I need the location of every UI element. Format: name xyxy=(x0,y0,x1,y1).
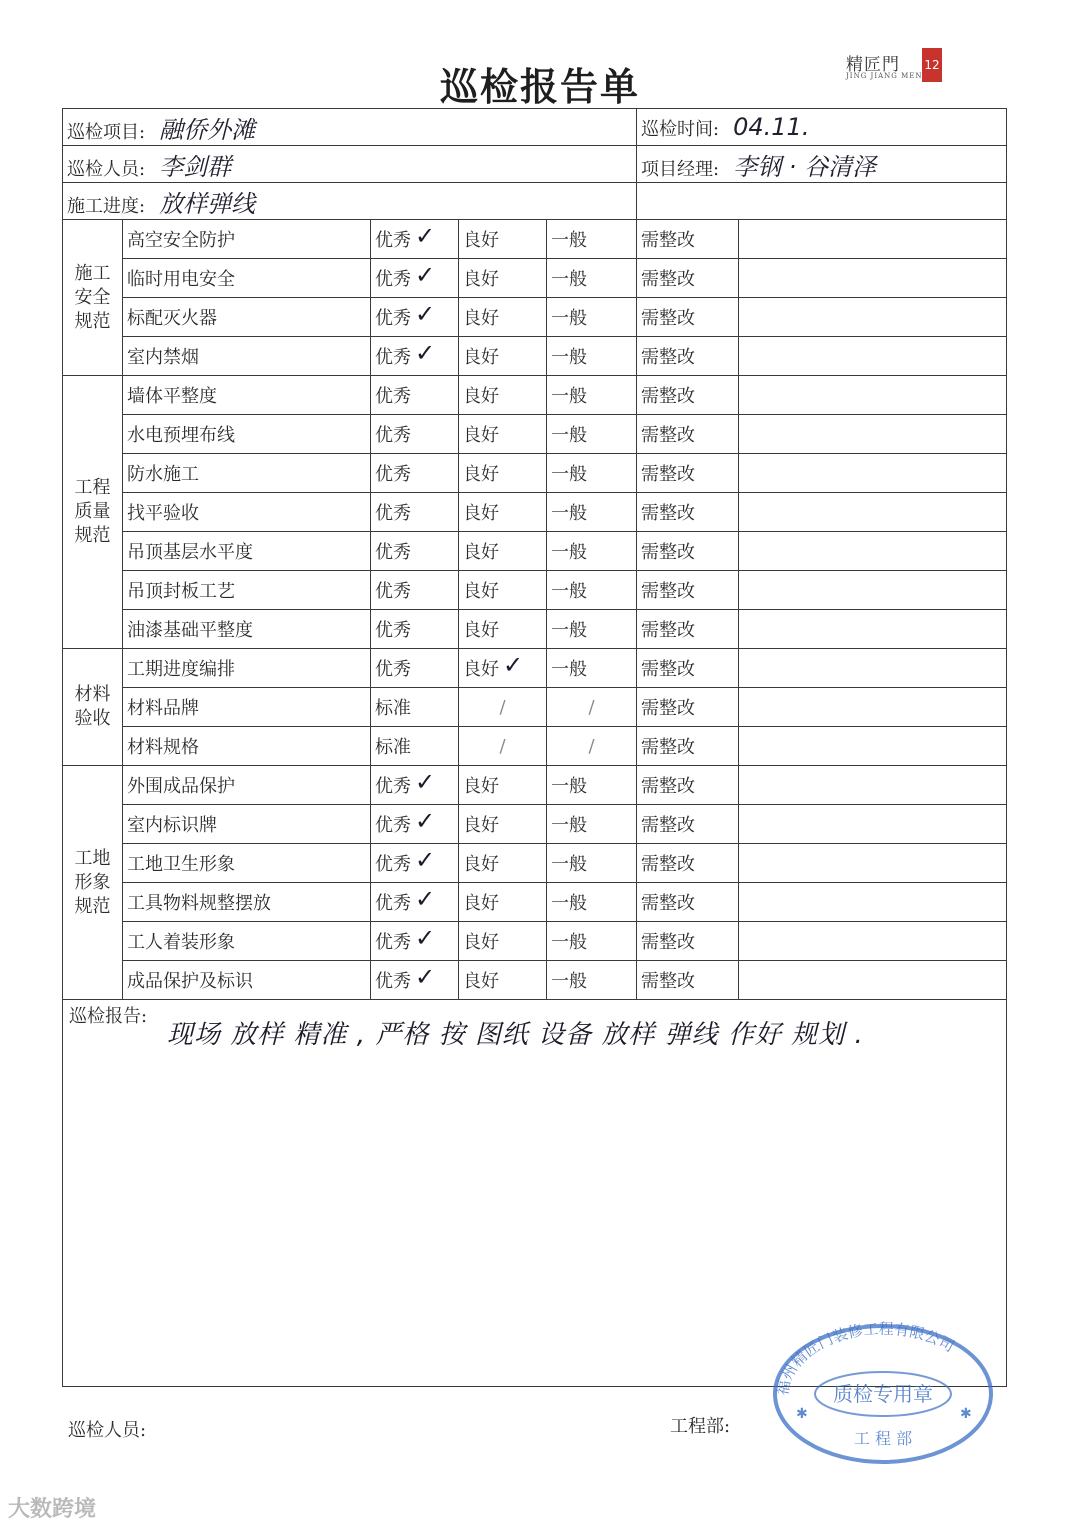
check-mark-icon: ✓ xyxy=(415,300,436,328)
item-name: 临时用电安全 xyxy=(123,259,371,298)
logo-badge: 12 xyxy=(922,48,942,82)
option-label: 优秀 xyxy=(375,347,411,368)
option-label: 一般 xyxy=(551,581,587,602)
table-row xyxy=(63,415,1007,454)
option-label: 一般 xyxy=(551,269,587,290)
option-rectify[interactable] xyxy=(637,376,739,415)
table-row xyxy=(63,220,1007,259)
option-na: / xyxy=(459,688,547,727)
option-good[interactable] xyxy=(459,376,547,415)
progress-cell xyxy=(63,183,637,220)
option-label: 良好 xyxy=(463,425,499,446)
option-label: 良好 xyxy=(463,971,499,992)
category-cell xyxy=(63,220,123,376)
quality-stamp xyxy=(768,1316,998,1466)
option-label: 一般 xyxy=(551,542,587,563)
option-label: 需整改 xyxy=(641,659,696,680)
option-label: 优秀 xyxy=(375,971,411,992)
option-excellent[interactable] xyxy=(371,493,459,532)
option-label: 优秀 xyxy=(375,542,411,563)
option-rectify[interactable] xyxy=(637,610,739,649)
option-average[interactable] xyxy=(547,259,637,298)
option-average[interactable] xyxy=(547,571,637,610)
item-name: 工地卫生形象 xyxy=(123,844,371,883)
option-label: 良好 xyxy=(463,308,499,329)
option-label: 需整改 xyxy=(641,737,696,758)
option-label: 良好 xyxy=(463,269,499,290)
table-row xyxy=(63,337,1007,376)
blank-cell xyxy=(739,844,1007,883)
report-label: 巡检报告: xyxy=(69,1006,148,1027)
option-label: 需整改 xyxy=(641,971,696,992)
blank-cell xyxy=(739,415,1007,454)
option-rectify[interactable] xyxy=(637,727,739,766)
option-good[interactable] xyxy=(459,259,547,298)
category-label: 工程 xyxy=(74,477,111,498)
option-label: 良好 xyxy=(463,620,499,641)
item-name: 室内禁烟 xyxy=(123,337,371,376)
table-row xyxy=(63,259,1007,298)
progress-value: 放样弹线 xyxy=(159,189,256,218)
table-row xyxy=(63,766,1007,805)
option-average[interactable] xyxy=(547,844,637,883)
check-mark-icon: ✓ xyxy=(503,651,524,679)
project-value: 融侨外滩 xyxy=(159,115,256,144)
option-rectify[interactable] xyxy=(637,298,739,337)
option-label: 一般 xyxy=(551,347,587,368)
blank-cell xyxy=(739,532,1007,571)
option-label: 优秀 xyxy=(375,854,411,875)
option-label: 需整改 xyxy=(641,464,696,485)
option-excellent[interactable] xyxy=(371,376,459,415)
option-label: 一般 xyxy=(551,386,587,407)
blank-cell xyxy=(739,766,1007,805)
option-label: 优秀 xyxy=(375,815,411,836)
option-excellent[interactable] xyxy=(371,220,459,259)
option-good[interactable] xyxy=(459,532,547,571)
check-mark-icon: ✓ xyxy=(415,924,436,952)
table-row xyxy=(63,844,1007,883)
footer-inspector-label: 巡检人员: xyxy=(68,1420,147,1441)
table-row xyxy=(63,454,1007,493)
option-label: 标准 xyxy=(375,698,411,719)
option-excellent[interactable] xyxy=(371,610,459,649)
option-good[interactable] xyxy=(459,415,547,454)
category-label: 安全 xyxy=(74,286,111,308)
option-rectify[interactable] xyxy=(637,337,739,376)
option-label: 一般 xyxy=(551,230,587,251)
option-good[interactable] xyxy=(459,961,547,1000)
option-rectify[interactable] xyxy=(637,649,739,688)
option-label: 优秀 xyxy=(375,893,411,914)
inspection-table xyxy=(62,108,1007,1387)
stamp-center-text: 质检专用章 xyxy=(833,1382,933,1406)
option-rectify[interactable] xyxy=(637,766,739,805)
blank-cell xyxy=(739,805,1007,844)
option-label: 良好 xyxy=(463,659,499,680)
table-row xyxy=(63,805,1007,844)
option-label: 标准 xyxy=(375,737,411,758)
blank-cell xyxy=(739,571,1007,610)
option-average[interactable] xyxy=(547,922,637,961)
option-label: 良好 xyxy=(463,581,499,602)
option-label: 需整改 xyxy=(641,854,696,875)
item-name: 工人着装形象 xyxy=(123,922,371,961)
option-label: 优秀 xyxy=(375,386,411,407)
option-good[interactable] xyxy=(459,883,547,922)
option-average[interactable] xyxy=(547,883,637,922)
item-name: 水电预埋布线 xyxy=(123,415,371,454)
option-average[interactable] xyxy=(547,298,637,337)
manager-value: 李钢 · 谷清泽 xyxy=(733,152,876,181)
option-label: 一般 xyxy=(551,659,587,680)
option-label: 一般 xyxy=(551,854,587,875)
logo-subtitle: JING JIANG MEN xyxy=(846,72,923,80)
option-label: 需整改 xyxy=(641,932,696,953)
option-good[interactable] xyxy=(459,844,547,883)
option-label: 需整改 xyxy=(641,581,696,602)
option-rectify[interactable] xyxy=(637,844,739,883)
option-excellent[interactable] xyxy=(371,571,459,610)
option-excellent[interactable] xyxy=(371,298,459,337)
table-row xyxy=(63,688,1007,727)
stamp-ring-text: 福州精匠门装修工程有限公司 xyxy=(773,1319,958,1397)
category-cell xyxy=(63,376,123,649)
blank-cell xyxy=(739,883,1007,922)
item-name: 标配灭火器 xyxy=(123,298,371,337)
option-label: 需整改 xyxy=(641,425,696,446)
option-label: 良好 xyxy=(463,815,499,836)
project-label: 巡检项目: xyxy=(67,121,146,143)
table-row xyxy=(63,883,1007,922)
option-rectify[interactable] xyxy=(637,688,739,727)
option-label: 优秀 xyxy=(375,659,411,680)
option-average[interactable] xyxy=(547,766,637,805)
table-row xyxy=(63,727,1007,766)
option-excellent[interactable] xyxy=(371,337,459,376)
option-label: 需整改 xyxy=(641,776,696,797)
option-label: 一般 xyxy=(551,425,587,446)
blank-cell xyxy=(739,298,1007,337)
option-average[interactable] xyxy=(547,415,637,454)
time-label: 巡检时间: xyxy=(641,119,720,140)
blank-cell xyxy=(739,688,1007,727)
item-name: 找平验收 xyxy=(123,493,371,532)
page-title: 巡检报告单 xyxy=(439,64,640,109)
stamp-star-icon: ✱ xyxy=(796,1406,808,1422)
option-excellent[interactable] xyxy=(371,766,459,805)
option-label: 良好 xyxy=(463,347,499,368)
table-row xyxy=(63,961,1007,1000)
option-label: 一般 xyxy=(551,893,587,914)
item-name: 吊顶封板工艺 xyxy=(123,571,371,610)
option-excellent[interactable] xyxy=(371,922,459,961)
option-excellent[interactable] xyxy=(371,259,459,298)
item-name: 成品保护及标识 xyxy=(123,961,371,1000)
option-label: 需整改 xyxy=(641,698,696,719)
option-average[interactable] xyxy=(547,493,637,532)
category-label: 形象 xyxy=(74,871,111,893)
item-name: 材料品牌 xyxy=(123,688,371,727)
manager-cell xyxy=(637,146,1007,183)
option-rectify[interactable] xyxy=(637,454,739,493)
item-name: 工具物料规整摆放 xyxy=(123,883,371,922)
option-label: 优秀 xyxy=(375,503,411,524)
item-name: 防水施工 xyxy=(123,454,371,493)
option-label: 良好 xyxy=(463,464,499,485)
option-label: 良好 xyxy=(463,893,499,914)
table-row xyxy=(63,376,1007,415)
option-average[interactable] xyxy=(547,376,637,415)
option-rectify[interactable] xyxy=(637,961,739,1000)
table-row xyxy=(63,493,1007,532)
option-label: 优秀 xyxy=(375,620,411,641)
option-label: 需整改 xyxy=(641,269,696,290)
option-label: 一般 xyxy=(551,308,587,329)
option-excellent[interactable] xyxy=(371,532,459,571)
category-label: 规范 xyxy=(74,525,111,546)
option-label: 需整改 xyxy=(641,620,696,641)
item-name: 室内标识牌 xyxy=(123,805,371,844)
table-row xyxy=(63,922,1007,961)
option-na: / xyxy=(459,727,547,766)
option-rectify[interactable] xyxy=(637,532,739,571)
option-good[interactable] xyxy=(459,805,547,844)
option-label: 优秀 xyxy=(375,269,411,290)
option-label: 一般 xyxy=(551,503,587,524)
check-mark-icon: ✓ xyxy=(415,885,436,913)
option-rectify[interactable] xyxy=(637,883,739,922)
option-good[interactable] xyxy=(459,454,547,493)
option-rectify[interactable] xyxy=(637,493,739,532)
option-rectify[interactable] xyxy=(637,922,739,961)
option-excellent[interactable] xyxy=(371,883,459,922)
item-name: 材料规格 xyxy=(123,727,371,766)
option-label: 需整改 xyxy=(641,386,696,407)
option-average[interactable] xyxy=(547,649,637,688)
table-row xyxy=(63,298,1007,337)
option-average[interactable] xyxy=(547,454,637,493)
option-excellent[interactable] xyxy=(371,961,459,1000)
option-good[interactable] xyxy=(459,337,547,376)
blank-cell xyxy=(739,922,1007,961)
blank-cell xyxy=(739,727,1007,766)
option-excellent[interactable] xyxy=(371,415,459,454)
item-name: 外围成品保护 xyxy=(123,766,371,805)
option-label: 优秀 xyxy=(375,308,411,329)
company-logo xyxy=(846,48,946,84)
option-average[interactable] xyxy=(547,532,637,571)
option-excellent[interactable] xyxy=(371,805,459,844)
check-mark-icon: ✓ xyxy=(415,222,436,250)
option-label: 良好 xyxy=(463,542,499,563)
table-row xyxy=(63,571,1007,610)
item-name: 工期进度编排 xyxy=(123,649,371,688)
blank-cell xyxy=(739,493,1007,532)
option-label: 需整改 xyxy=(641,503,696,524)
option-label: 一般 xyxy=(551,932,587,953)
check-mark-icon: ✓ xyxy=(415,768,436,796)
item-name: 油漆基础平整度 xyxy=(123,610,371,649)
option-good[interactable] xyxy=(459,220,547,259)
option-good[interactable] xyxy=(459,922,547,961)
option-label: 优秀 xyxy=(375,776,411,797)
option-label: 一般 xyxy=(551,464,587,485)
option-label: 一般 xyxy=(551,815,587,836)
check-mark-icon: ✓ xyxy=(415,846,436,874)
option-excellent[interactable] xyxy=(371,688,459,727)
option-label: 优秀 xyxy=(375,464,411,485)
category-label: 规范 xyxy=(74,895,111,917)
option-average[interactable] xyxy=(547,961,637,1000)
option-good[interactable] xyxy=(459,298,547,337)
time-cell xyxy=(637,109,1007,146)
option-good[interactable] xyxy=(459,649,547,688)
option-good[interactable] xyxy=(459,571,547,610)
option-average[interactable] xyxy=(547,220,637,259)
header-row-project xyxy=(63,109,1007,146)
option-label: 优秀 xyxy=(375,581,411,602)
option-good[interactable] xyxy=(459,610,547,649)
stamp-star-icon: ✱ xyxy=(960,1406,972,1422)
item-name: 吊顶基层水平度 xyxy=(123,532,371,571)
option-rectify[interactable] xyxy=(637,415,739,454)
table-row xyxy=(63,649,1007,688)
category-cell xyxy=(63,649,123,766)
option-label: 一般 xyxy=(551,776,587,797)
option-label: 良好 xyxy=(463,386,499,407)
option-excellent[interactable] xyxy=(371,649,459,688)
item-name: 高空安全防护 xyxy=(123,220,371,259)
option-na: / xyxy=(547,688,637,727)
option-label: 需整改 xyxy=(641,308,696,329)
option-label: 良好 xyxy=(463,776,499,797)
option-rectify[interactable] xyxy=(637,805,739,844)
option-label: 良好 xyxy=(463,230,499,251)
option-label: 优秀 xyxy=(375,932,411,953)
category-label: 规范 xyxy=(74,310,111,332)
option-label: 良好 xyxy=(463,503,499,524)
category-label: 施工 xyxy=(74,262,111,284)
logo-brand: 精匠門 xyxy=(846,55,900,75)
option-average[interactable] xyxy=(547,805,637,844)
category-cell xyxy=(63,766,123,1000)
option-good[interactable] xyxy=(459,493,547,532)
blank-cell xyxy=(739,454,1007,493)
blank-cell xyxy=(739,610,1007,649)
option-label: 良好 xyxy=(463,932,499,953)
table-row xyxy=(63,532,1007,571)
category-label: 材料 xyxy=(74,684,111,705)
watermark: 大数跨境 xyxy=(8,1497,97,1522)
blank-cell xyxy=(739,649,1007,688)
header-row-inspector xyxy=(63,146,1007,183)
option-na: / xyxy=(547,727,637,766)
option-label: 需整改 xyxy=(641,893,696,914)
project-cell xyxy=(63,109,637,146)
option-label: 优秀 xyxy=(375,230,411,251)
option-label: 一般 xyxy=(551,620,587,641)
option-rectify[interactable] xyxy=(637,259,739,298)
option-rectify[interactable] xyxy=(637,220,739,259)
manager-label: 项目经理: xyxy=(641,158,720,180)
option-label: 优秀 xyxy=(375,425,411,446)
option-excellent[interactable] xyxy=(371,727,459,766)
progress-label: 施工进度: xyxy=(67,195,146,217)
header-row-progress xyxy=(63,183,1007,220)
option-label: 需整改 xyxy=(641,347,696,368)
option-good[interactable] xyxy=(459,766,547,805)
category-label: 工地 xyxy=(74,847,111,869)
blank-cell xyxy=(739,376,1007,415)
option-label: 一般 xyxy=(551,971,587,992)
blank-cell xyxy=(739,220,1007,259)
table-row xyxy=(63,610,1007,649)
check-mark-icon: ✓ xyxy=(415,339,436,367)
option-label: 良好 xyxy=(463,854,499,875)
blank-cell xyxy=(739,259,1007,298)
report-text: 现场 放样 精准 , 严格 按 图纸 设备 放样 弹线 作好 规划 . xyxy=(167,1020,864,1050)
inspector-value: 李剑群 xyxy=(159,152,232,181)
blank-cell xyxy=(739,961,1007,1000)
check-mark-icon: ✓ xyxy=(415,807,436,835)
option-label: 需整改 xyxy=(641,230,696,251)
footer-dept-label: 工程部: xyxy=(670,1416,731,1437)
option-excellent[interactable] xyxy=(371,454,459,493)
stamp-bottom-text: 工 程 部 xyxy=(853,1429,913,1448)
blank-cell xyxy=(739,337,1007,376)
check-mark-icon: ✓ xyxy=(415,261,436,289)
progress-empty-cell xyxy=(637,183,1007,220)
item-name: 墙体平整度 xyxy=(123,376,371,415)
option-rectify[interactable] xyxy=(637,571,739,610)
option-label: 需整改 xyxy=(641,815,696,836)
inspector-cell xyxy=(63,146,637,183)
option-excellent[interactable] xyxy=(371,844,459,883)
option-average[interactable] xyxy=(547,610,637,649)
option-label: 需整改 xyxy=(641,542,696,563)
check-mark-icon: ✓ xyxy=(415,963,436,991)
category-label: 验收 xyxy=(74,708,111,729)
option-average[interactable] xyxy=(547,337,637,376)
category-label: 质量 xyxy=(74,501,111,522)
inspector-label: 巡检人员: xyxy=(67,158,146,180)
time-value: 04.11. xyxy=(733,113,810,141)
